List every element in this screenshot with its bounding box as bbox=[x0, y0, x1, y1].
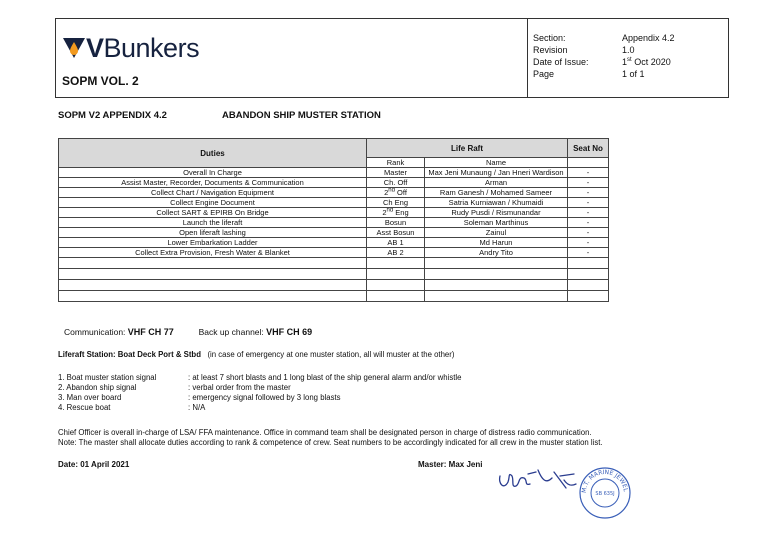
duty-cell: Overall In Charge bbox=[59, 168, 367, 178]
date-of-issue-value: 1st Oct 2020 bbox=[622, 57, 671, 67]
rank-cell: Asst Bosun bbox=[367, 228, 425, 238]
seat-cell: - bbox=[568, 238, 609, 248]
signal-desc: : N/A bbox=[188, 403, 206, 412]
col-duties: Duties bbox=[59, 139, 367, 168]
duty-cell: Collect SART & EPIRB On Bridge bbox=[59, 208, 367, 218]
station-label: Liferaft Station: Boat Deck Port & Stbd bbox=[58, 350, 201, 359]
col-rank: Rank bbox=[367, 158, 425, 168]
name-cell: Soleman Marthinus bbox=[425, 218, 568, 228]
muster-table bbox=[58, 138, 609, 302]
signal-labels bbox=[58, 373, 156, 413]
seat-cell: - bbox=[568, 218, 609, 228]
rank-cell: Bosun bbox=[367, 218, 425, 228]
signal-desc: : emergency signal followed by 3 long blasts bbox=[188, 393, 341, 402]
table-row bbox=[59, 238, 609, 248]
rank-cell: Master bbox=[367, 168, 425, 178]
backup-label: Back up channel: bbox=[198, 327, 264, 337]
name-cell: Md Harun bbox=[425, 238, 568, 248]
name-cell: Arman bbox=[425, 178, 568, 188]
signal-label: 1. Boat muster station signal bbox=[58, 373, 157, 382]
stamp-ring-text: M.T. MARINE JEWEL bbox=[580, 468, 629, 494]
duty-cell: Collect Chart / Navigation Equipment bbox=[59, 188, 367, 198]
signal-desc: : at least 7 short blasts and 1 long blast of the ship general alarm and/or whistle bbox=[188, 373, 462, 382]
logo-text: VBunkers bbox=[86, 33, 200, 63]
col-name: Name bbox=[425, 158, 568, 168]
seat-cell: - bbox=[568, 168, 609, 178]
duty-cell: Collect Extra Provision, Fresh Water & Blanket bbox=[59, 248, 367, 258]
liferaft-station bbox=[58, 350, 454, 359]
meta-label-date: Date of Issue: bbox=[533, 57, 589, 67]
name-cell: Andry Tito bbox=[425, 248, 568, 258]
stamp-center-text: SB 635J bbox=[595, 491, 615, 497]
revision-value: 1.0 bbox=[622, 45, 635, 55]
duty-cell: Open liferaft lashing bbox=[59, 228, 367, 238]
header-divider bbox=[527, 18, 528, 98]
signal-descriptions bbox=[188, 373, 461, 413]
duty-cell: Launch the liferaft bbox=[59, 218, 367, 228]
section-value: Appendix 4.2 bbox=[622, 33, 675, 43]
master-signature bbox=[494, 464, 580, 496]
signal-label: 3. Man over board bbox=[58, 393, 122, 402]
name-cell: Rudy Pusdi / Rismunandar bbox=[425, 208, 568, 218]
signed-date: Date: 01 April 2021 bbox=[58, 460, 130, 469]
meta-label-page: Page bbox=[533, 69, 555, 79]
col-liferaft: Life Raft bbox=[367, 139, 568, 158]
rank-cell: 2nd Off bbox=[367, 188, 425, 198]
communication-line bbox=[64, 327, 312, 337]
station-note: (in case of emergency at one muster station, all will muster at the other) bbox=[207, 350, 455, 359]
comm-label: Communication: bbox=[64, 327, 126, 337]
duty-cell: Lower Embarkation Ladder bbox=[59, 238, 367, 248]
table-row bbox=[59, 208, 609, 218]
name-cell: Max Jeni Munaung / Jan Hneri Wardison bbox=[425, 168, 568, 178]
col-seat-sub bbox=[568, 158, 609, 168]
table-row bbox=[59, 248, 609, 258]
duty-cell: Collect Engine Document bbox=[59, 198, 367, 208]
doc-code: SOPM V2 APPENDIX 4.2 bbox=[58, 110, 167, 121]
rank-cell: AB 1 bbox=[367, 238, 425, 248]
page-value: 1 of 1 bbox=[622, 69, 645, 79]
signal-desc: : verbal order from the master bbox=[188, 383, 291, 392]
seat-cell: - bbox=[568, 248, 609, 258]
backup-channel: VHF CH 69 bbox=[266, 327, 313, 337]
duty-cell: Assist Master, Recorder, Documents & Communication bbox=[59, 178, 367, 188]
seat-cell: - bbox=[568, 178, 609, 188]
table-row bbox=[59, 198, 609, 208]
name-cell: Zainul bbox=[425, 228, 568, 238]
rank-cell: 2nd Eng bbox=[367, 208, 425, 218]
table-row bbox=[59, 188, 609, 198]
meta-values bbox=[622, 32, 675, 80]
blank-row bbox=[59, 291, 609, 302]
meta-labels bbox=[533, 32, 589, 80]
name-cell: Satria Kurniawan / Khumaidi bbox=[425, 198, 568, 208]
signal-label: 4. Rescue boat bbox=[58, 403, 111, 412]
note-line: Note: The master shall allocate duties according to rank & competence of crew. Seat numbers to be accordingly indicated for all crew in the muster station list. bbox=[58, 438, 603, 447]
notes bbox=[58, 428, 603, 448]
seat-cell: - bbox=[568, 198, 609, 208]
vbunkers-logo bbox=[62, 33, 199, 63]
note-line: Chief Officer is overall in-charge of LSA/ FFA maintenance. Office in command team shall be designated person in charge of distress radio communication. bbox=[58, 428, 592, 437]
rank-cell: Ch. Off bbox=[367, 178, 425, 188]
seat-cell: - bbox=[568, 208, 609, 218]
col-seat: Seat No bbox=[568, 139, 609, 158]
seat-cell: - bbox=[568, 228, 609, 238]
rank-cell: AB 2 bbox=[367, 248, 425, 258]
meta-label-revision: Revision bbox=[533, 45, 568, 55]
table-row bbox=[59, 218, 609, 228]
blank-row bbox=[59, 280, 609, 291]
comm-channel: VHF CH 77 bbox=[127, 327, 174, 337]
signal-label: 2. Abandon ship signal bbox=[58, 383, 137, 392]
table-row bbox=[59, 178, 609, 188]
master-name: Master: Max Jeni bbox=[418, 460, 483, 469]
vbunkers-logo-icon bbox=[62, 37, 86, 59]
table-row bbox=[59, 168, 609, 178]
table-row bbox=[59, 228, 609, 238]
doc-title: ABANDON SHIP MUSTER STATION bbox=[222, 110, 381, 121]
rank-cell: Ch Eng bbox=[367, 198, 425, 208]
volume-label: SOPM VOL. 2 bbox=[62, 74, 139, 88]
ship-stamp bbox=[577, 466, 633, 520]
seat-cell: - bbox=[568, 188, 609, 198]
blank-row bbox=[59, 269, 609, 280]
blank-row bbox=[59, 258, 609, 269]
name-cell: Ram Ganesh / Mohamed Sameer bbox=[425, 188, 568, 198]
meta-label-section: Section: bbox=[533, 33, 566, 43]
